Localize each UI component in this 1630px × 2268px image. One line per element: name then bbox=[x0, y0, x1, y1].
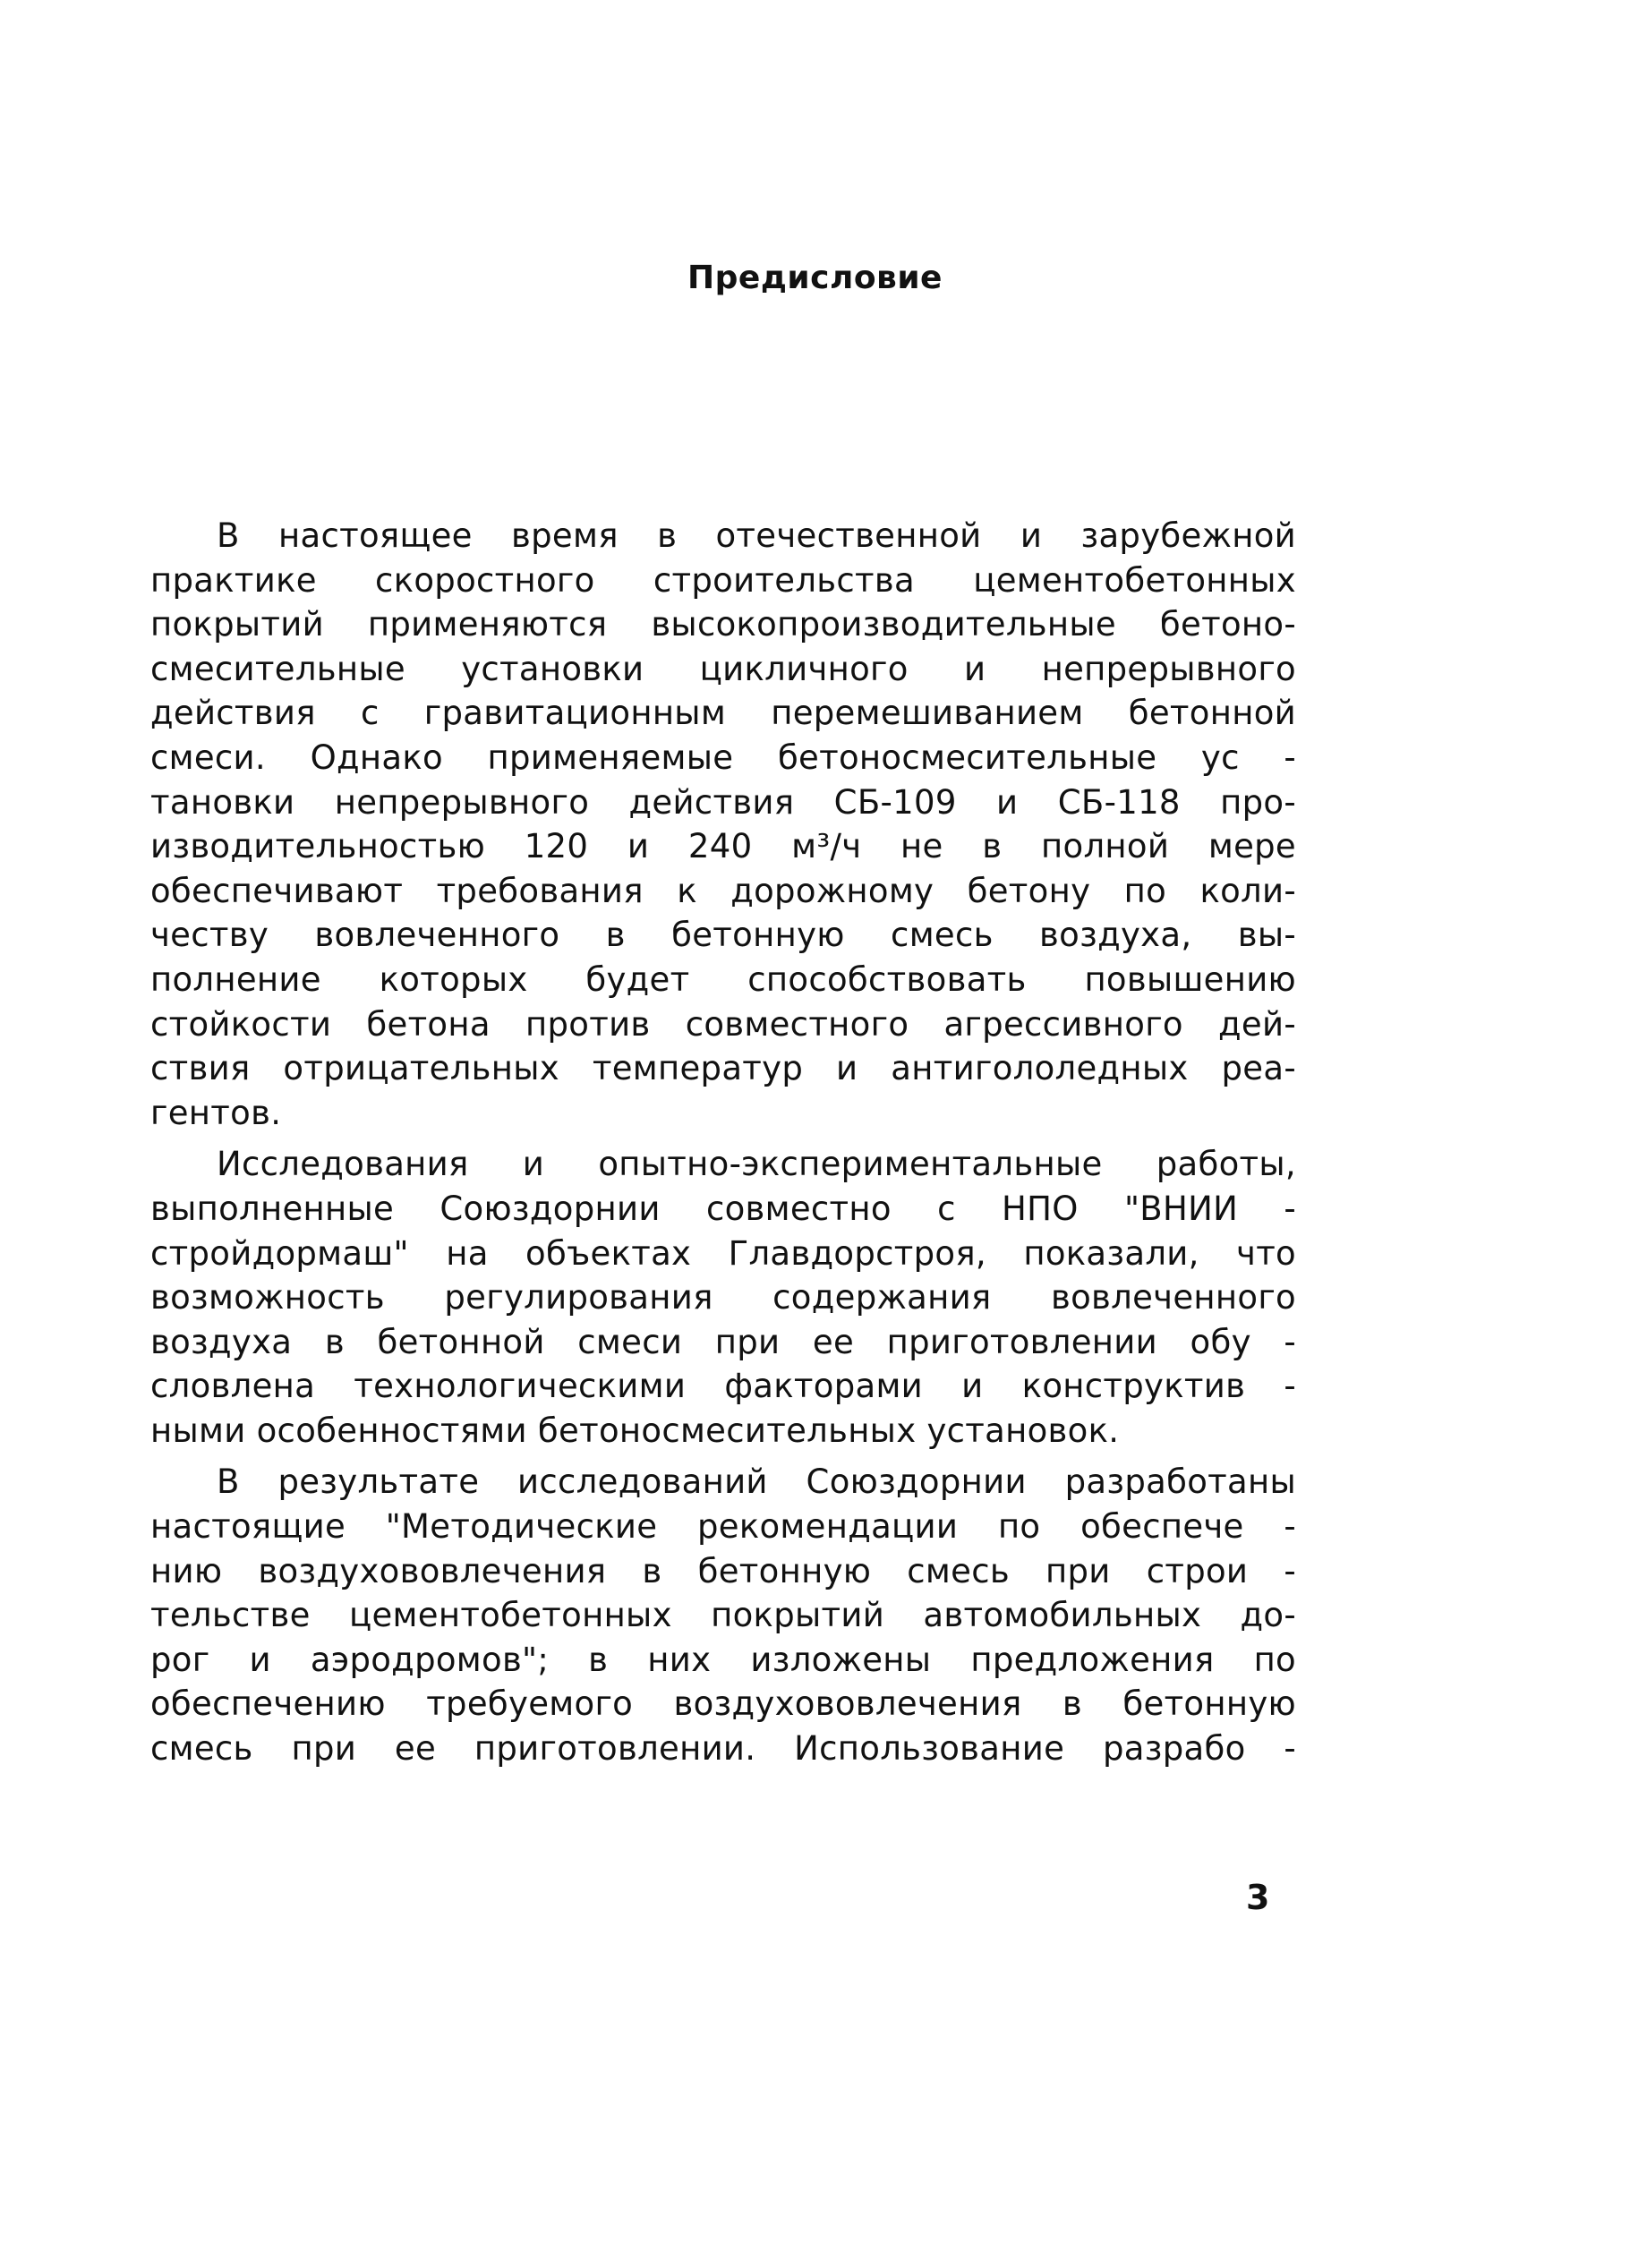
body-text bbox=[150, 514, 1296, 1771]
text-line: ствия отрицательных температур и антигололедных реа- bbox=[150, 1049, 1296, 1088]
page-number: 3 bbox=[1246, 1878, 1270, 1917]
text-line: нию воздухововлечения в бетонную смесь при строи - bbox=[150, 1551, 1296, 1590]
text-line: В результате исследований Союздорнии разработаны bbox=[217, 1462, 1296, 1502]
text-line: смесительные установки цикличного и непрерывного bbox=[150, 649, 1296, 688]
text-line: стойкости бетона против совместного агрессивного дей- bbox=[150, 1004, 1296, 1044]
paragraph-spacer bbox=[150, 1135, 1296, 1142]
paragraph-3 bbox=[150, 1460, 1296, 1770]
text-line: обеспечению требуемого воздухововлечения в бетонную bbox=[150, 1684, 1296, 1724]
text-line: полнение которых будет способствовать повышению bbox=[150, 959, 1296, 999]
text-line: воздуха в бетонной смеси при ее приготовлении обу - bbox=[150, 1322, 1296, 1361]
section-heading: Предисловие bbox=[687, 260, 943, 296]
text-line: практике скоростного строительства цементобетонных bbox=[150, 560, 1296, 600]
text-line: честву вовлеченного в бетонную смесь воздуха, вы- bbox=[150, 916, 1296, 955]
text-line: В настоящее время в отечественной и зарубежной bbox=[217, 516, 1296, 555]
text-line: настоящие "Методические рекомендации по обеспече - bbox=[150, 1507, 1296, 1547]
text-line: действия с гравитационным перемешиванием бетонной bbox=[150, 694, 1296, 733]
text-line: гентов. bbox=[150, 1093, 282, 1132]
paragraph-spacer bbox=[150, 1453, 1296, 1460]
text-line: покрытий применяются высокопроизводительные бетоно- bbox=[150, 605, 1296, 644]
text-line: изводительностью 120 и 240 м³/ч не в полной мере bbox=[150, 827, 1296, 866]
text-line: возможность регулирования содержания вовлеченного bbox=[150, 1278, 1296, 1317]
text-line: выполненные Союздорнии совместно с НПО "ВНИИ - bbox=[150, 1189, 1296, 1228]
text-line: Исследования и опытно-экспериментальные работы, bbox=[217, 1145, 1296, 1184]
text-line: тановки непрерывного действия СБ-109 и СБ-118 про- bbox=[150, 782, 1296, 822]
text-line: рог и аэродромов"; в них изложены предложения по bbox=[150, 1640, 1296, 1679]
paragraph-1 bbox=[150, 514, 1296, 1135]
text-line: обеспечивают требования к дорожному бетону по коли- bbox=[150, 871, 1296, 910]
text-line: стройдормаш" на объектах Главдорстроя, показали, что bbox=[150, 1233, 1296, 1273]
text-line: ными особенностями бетоносмесительных установок. bbox=[150, 1411, 1120, 1450]
paragraph-2 bbox=[150, 1142, 1296, 1453]
text-line: смесь при ее приготовлении. Использование разрабо - bbox=[150, 1729, 1296, 1769]
text-line: тельстве цементобетонных покрытий автомобильных до- bbox=[150, 1596, 1296, 1635]
text-line: смеси. Однако применяемые бетоносмесительные ус - bbox=[150, 738, 1296, 777]
text-line: словлена технологическими факторами и конструктив - bbox=[150, 1367, 1296, 1406]
